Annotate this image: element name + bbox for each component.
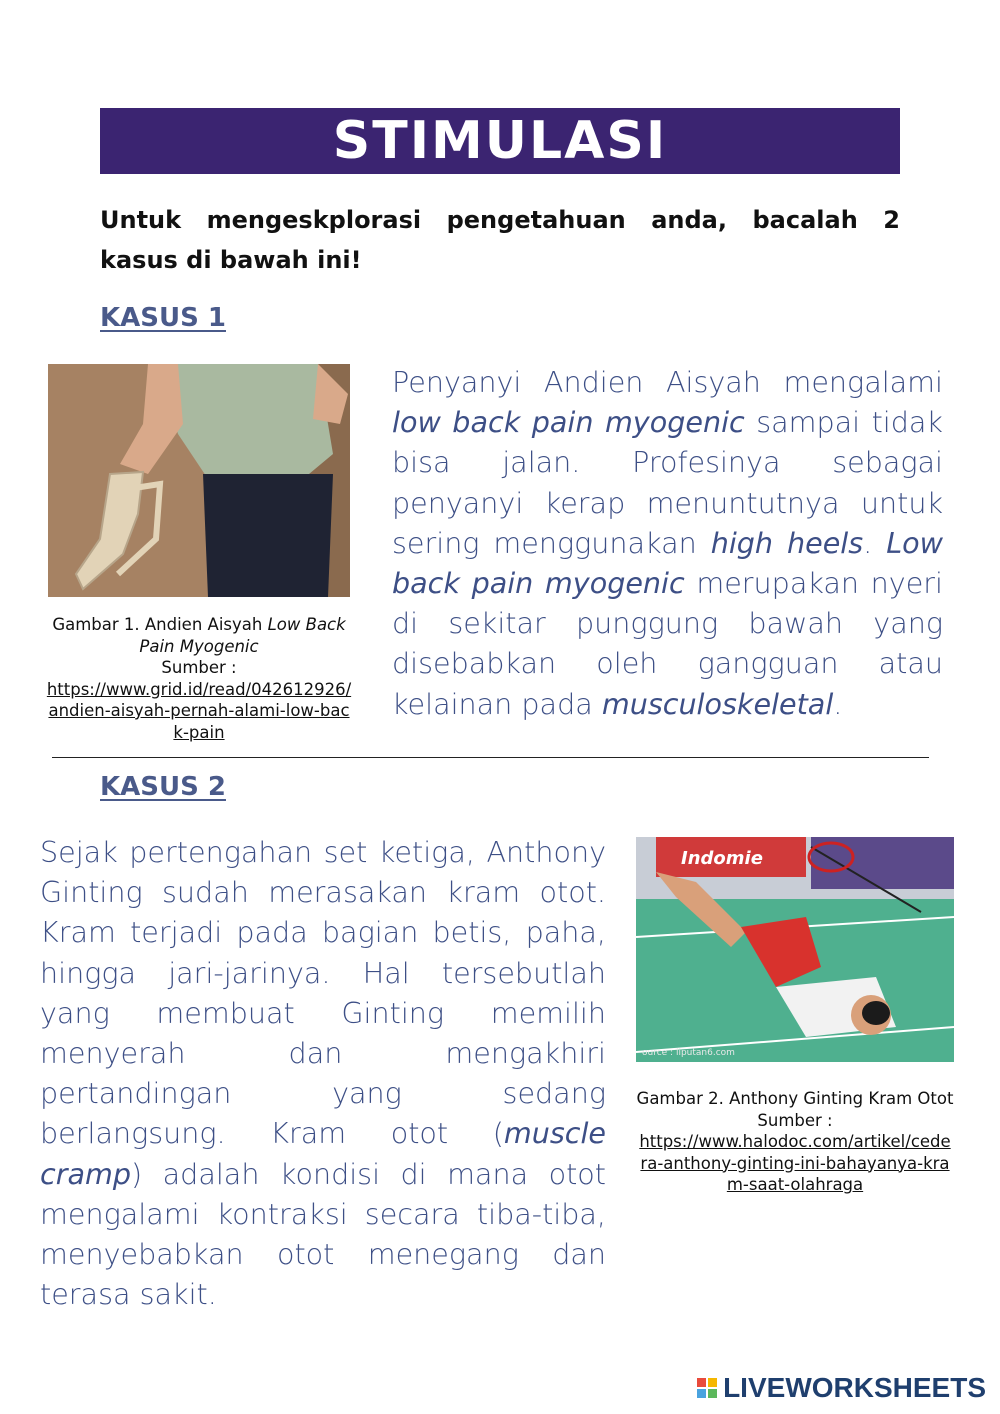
case2-photo bbox=[636, 837, 954, 1062]
text-segment: Penyanyi Andien Aisyah mengalami bbox=[392, 365, 943, 399]
case2-source-link-wrap bbox=[636, 1131, 954, 1196]
case2-source-link[interactable]: https://www.halodoc.com/artikel/cedera-anthony-ginting-ini-bahayanya-kram-saat-olahraga bbox=[639, 1132, 951, 1194]
caption-prefix: Gambar 1. Andien Aisyah bbox=[52, 615, 268, 634]
text-italic-segment: high heels bbox=[710, 525, 864, 560]
case1-photo bbox=[48, 364, 350, 597]
case2-text bbox=[40, 832, 606, 1314]
case2-caption-title: Gambar 2. Anthony Ginting Kram Otot bbox=[636, 1089, 954, 1108]
text-segment: . bbox=[833, 686, 843, 721]
text-italic-segment: muscle cramp bbox=[40, 1116, 606, 1191]
banner-text: Indomie bbox=[681, 848, 763, 869]
text-segment: . bbox=[863, 525, 887, 560]
liveworksheets-logo bbox=[697, 1372, 986, 1404]
photo-watermark: ource : liputan6.com bbox=[642, 1048, 735, 1058]
text-segment: merupakan nyeri di sekitar punggung bawah yang disebabkan oleh gangguan atau kelainan pada bbox=[392, 566, 943, 721]
text-italic-segment: low back pain myogenic bbox=[392, 405, 745, 440]
brand-name: LIVEWORKSHEETS bbox=[723, 1372, 986, 1403]
woman-holding-heels-image bbox=[48, 364, 350, 597]
text-segment: ) adalah kondisi di mana otot mengalami kontraksi secara tiba-tiba, menyebabkan otot menegang dan terasa sakit. bbox=[40, 1156, 606, 1312]
title-banner bbox=[100, 108, 900, 174]
case1-source-link-wrap bbox=[44, 679, 354, 744]
page-title: STIMULASI bbox=[332, 111, 668, 171]
case1-caption-source-label: Sumber : bbox=[161, 658, 237, 677]
case2-caption-source-label: Sumber : bbox=[757, 1110, 833, 1130]
case1-caption-title bbox=[44, 614, 354, 657]
badminton-player-image bbox=[636, 837, 954, 1062]
text-italic-segment: musculoskeletal bbox=[601, 686, 834, 721]
case1-source-link[interactable]: https://www.grid.id/read/042612926/andien-aisyah-pernah-alami-low-back-pain bbox=[46, 679, 352, 742]
caption-italic: Low Back Pain Myogenic bbox=[139, 615, 346, 656]
intro-instruction: Untuk mengeskplorasi pengetahuan anda, bacalah 2 kasus di bawah ini! bbox=[100, 206, 900, 274]
logo-grid-icon bbox=[697, 1378, 717, 1398]
case1-title: KASUS 1 bbox=[100, 303, 226, 333]
text-italic-segment: Low back pain myogenic bbox=[392, 525, 943, 601]
case2-caption bbox=[636, 1088, 954, 1196]
text-segment: Sejak pertengahan set ketiga, Anthony Ginting sudah merasakan kram otot. Kram terjadi pada bagian betis, paha, hingga jari-jarinya. Hal tersebutlah yang membuat Ginting memilih menyerah dan mengakhiri pertandingan yang sedang berlangsung. Kram otot ( bbox=[40, 835, 606, 1151]
case2-title: KASUS 2 bbox=[100, 772, 226, 802]
text-segment: sampai tidak bisa jalan. Profesinya sebagai penyanyi kerap menuntutnya untuk sering menggunakan bbox=[392, 405, 943, 560]
case1-caption bbox=[44, 614, 354, 743]
case1-text bbox=[392, 362, 943, 724]
section-divider bbox=[52, 757, 929, 758]
